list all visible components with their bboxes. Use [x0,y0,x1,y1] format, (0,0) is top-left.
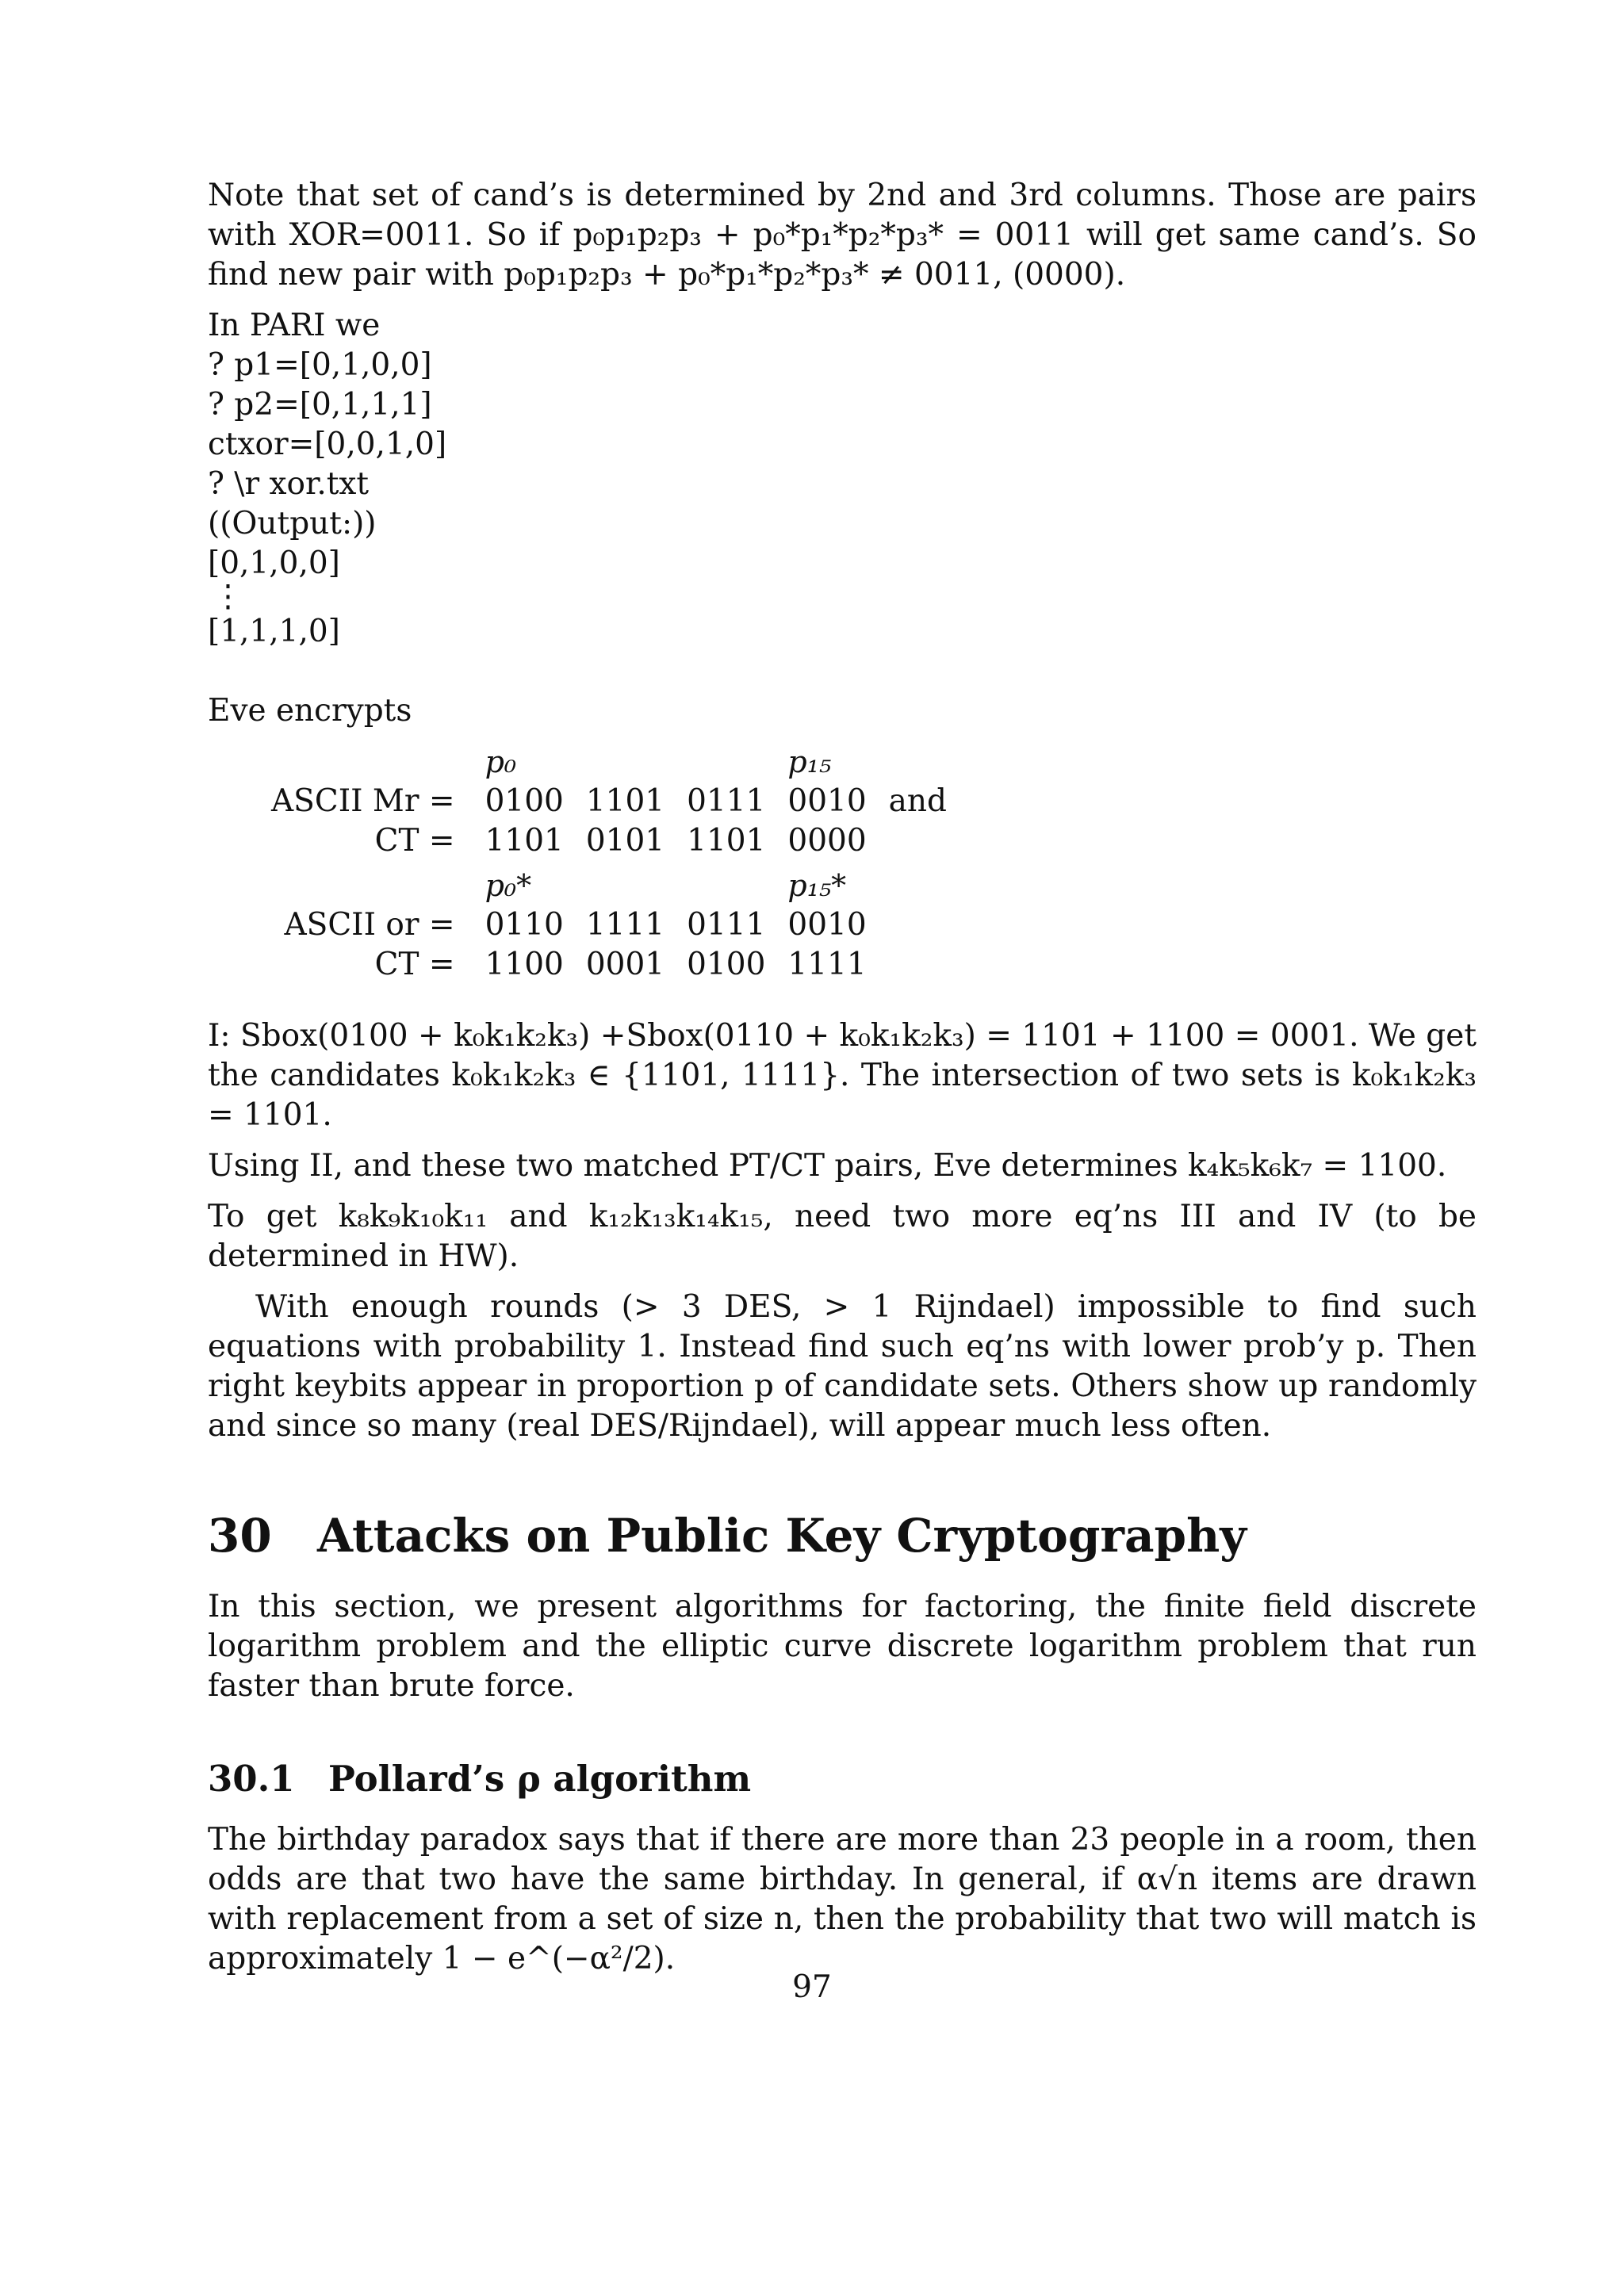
row-label: CT = [374,823,455,859]
table-cell: 1100 [485,947,564,982]
section-intro: In this section, we present algorithms for factoring, the finite field discrete logarithm problem and the elliptic curve discrete logarithm problem that run faster than brute force. [208,1589,1477,1704]
section-number: 30 [208,1509,272,1563]
p15-label: p₁₅ [787,744,832,779]
section-title: Attacks on Public Key Cryptography [317,1509,1247,1563]
paragraph-using-ii: Using II, and these two matched PT/CT pairs, Eve determines k₄k₅k₆k₇ = 1100. [208,1148,1447,1184]
row-label: CT = [374,947,455,982]
and-label: and [888,783,947,819]
vertical-ellipsis: ⋮ [213,579,243,614]
pari-line: ? \r xor.txt [208,466,370,502]
pari-line: ((Output:)) [208,506,377,541]
pari-line: ? p2=[0,1,1,1] [208,387,432,423]
pari-line: ? p1=[0,1,0,0] [208,347,432,383]
table-cell: 1101 [485,823,564,859]
row-label: ASCII or = [284,907,455,943]
table-cell: 0111 [687,907,766,943]
pari-intro: In PARI we [208,308,381,343]
p0-star-label: p₀* [485,868,532,903]
pari-line: [1,1,1,0] [208,614,340,649]
pari-code-block [208,346,1477,652]
section-heading [208,1508,1477,1563]
paragraph-sbox-candidates: I: Sbox(0100 + k₀k₁k₂k₃) +Sbox(0110 + k₀k₁k₂k₃) = 1101 + 1100 = 0001. We get the candidates k₀k₁k₂k₃ ∈ {1101, 1111}. The intersection of two sets is k₀k₁k₂k₃ = 1101. [208,1018,1477,1133]
encryption-table [271,742,947,985]
table-cell: 1111 [787,947,867,982]
page-content [208,176,1477,1979]
subsection-number: 30.1 [208,1758,295,1800]
pari-line: ctxor=[0,0,1,0] [208,427,447,462]
table-cell: 0001 [585,947,665,982]
table-cell: 1111 [585,907,665,943]
table-cell: 0101 [585,823,665,859]
table-cell: 1101 [585,783,665,819]
paragraph-enough-rounds: With enough rounds (> 3 DES, > 1 Rijndael) impossible to find such equations with probability 1. Instead find such eq’ns with lower prob’y p. Then right keybits appear in proportion p of candidate sets. Others show up randomly and since so many (real DES/Rijndael), will appear much less often. [208,1289,1477,1444]
table-cell: 0100 [485,783,564,819]
table-cell: 0010 [787,907,867,943]
table-cell: 0010 [787,783,867,819]
paragraph-cand-xor: Note that set of cand’s is determined by 2nd and 3rd columns. Those are pairs with XOR=0011. So if p₀p₁p₂p₃ + p₀*p₁*p₂*p₃* = 0011 will get same cand’s. So find new pair with p₀p₁p₂p₃ + p₀*p₁*p₂*p₃* ≠ 0011, (0000). [208,178,1477,293]
paragraph-birthday-paradox: The birthday paradox says that if there are more than 23 people in a room, then odds are that two have the same birthday. In general, if α√n items are drawn with replacement from a set of size n, then the probability that two will match is approximately 1 − e^(−α²/2). [208,1822,1477,1976]
pari-line: [0,1,0,0] [208,545,340,581]
subsection-title: Pollard’s ρ algorithm [328,1758,752,1800]
paragraph-more-equations: To get k₈k₉k₁₀k₁₁ and k₁₂k₁₃k₁₄k₁₅, need two more eq’ns III and IV (to be determined in HW). [208,1199,1477,1274]
page-number: 97 [792,1969,832,2005]
subsection-heading [208,1757,1477,1801]
table-cell: 0100 [687,947,766,982]
eve-encrypts: Eve encrypts [208,693,412,729]
table-cell: 0000 [787,823,867,859]
row-label: ASCII Mr = [271,783,455,819]
table-cell: 0111 [687,783,766,819]
table-cell: 1101 [687,823,766,859]
table-cell: 0110 [485,907,564,943]
p15-star-label: p₁₅* [787,868,847,903]
p0-label: p₀ [485,744,517,779]
